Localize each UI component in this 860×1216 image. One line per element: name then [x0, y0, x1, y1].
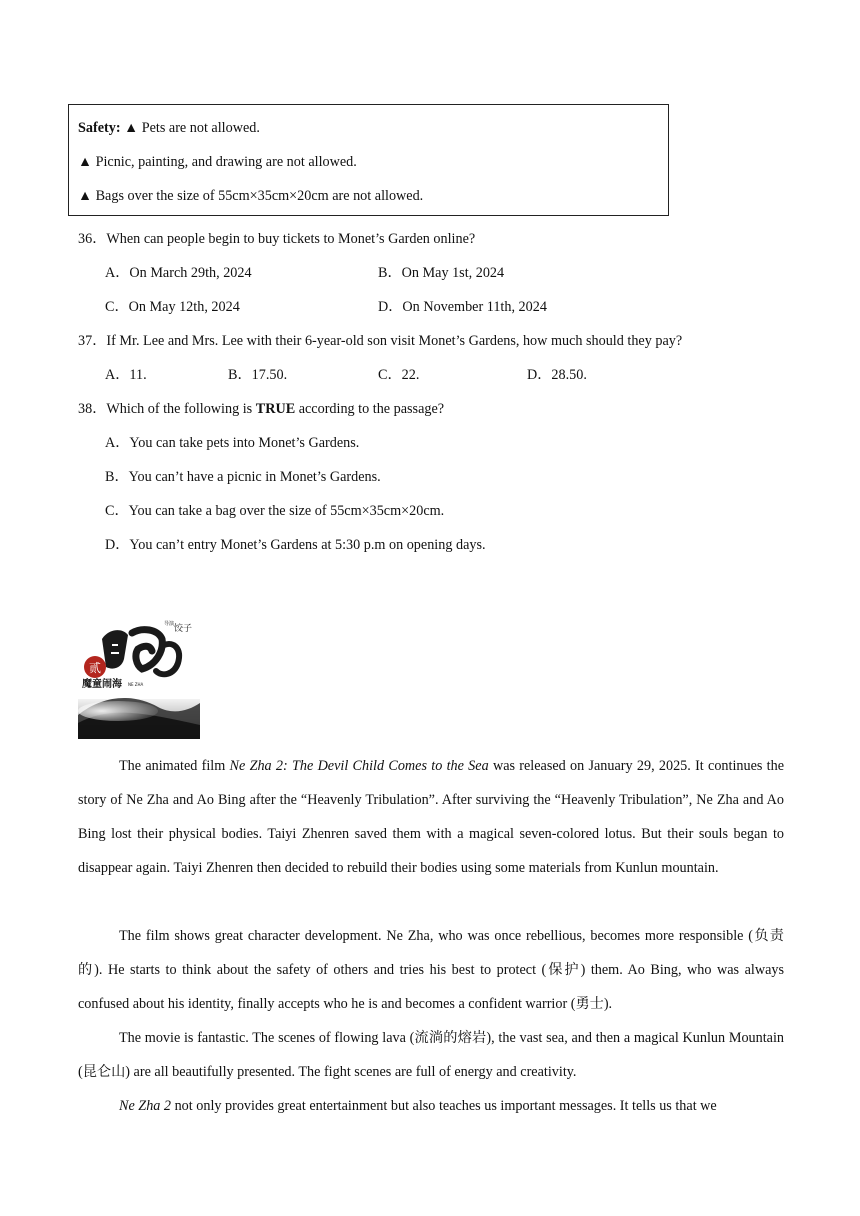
option-b: B．17.50.	[228, 367, 288, 383]
question-number: 38．	[78, 401, 107, 417]
logo-latin: NE ZHA	[128, 682, 144, 687]
logo-director-name: 饺子	[174, 624, 193, 634]
option-d: D．28.50.	[527, 367, 587, 383]
option-c: C．On May 12th, 2024	[105, 299, 240, 315]
safety-item: ▲ Bags over the size of 55cm×35cm×20cm are not allowed.	[78, 188, 424, 204]
option-d: D．On November 11th, 2024	[378, 299, 547, 315]
passage-paragraph-2	[78, 919, 784, 1021]
safety-label: Safety:	[78, 120, 121, 136]
passage-text: The movie is fantastic. The scenes of flowing lava (流淌的熔岩), the vast sea, and then a magical Kunlun Mountain (昆仑山) are all beautifully presented. The fight scenes are full of energy and creativity.	[78, 1030, 784, 1080]
film-title-short: Ne Zha 2	[119, 1098, 172, 1114]
option-a: A．On March 29th, 2024	[105, 265, 252, 281]
question-number: 36．	[78, 231, 107, 247]
option-b: B．On May 1st, 2024	[378, 265, 505, 281]
option-c: C．22.	[378, 367, 420, 383]
passage-text: The animated film	[119, 758, 230, 774]
film-title: Ne Zha 2: The Devil Child Comes to the Sea	[229, 758, 489, 774]
option-a: A．11.	[105, 367, 147, 383]
safety-item: ▲ Picnic, painting, and drawing are not allowed.	[78, 154, 357, 170]
option-c: C．You can take a bag over the size of 55cm×35cm×20cm.	[105, 503, 445, 519]
question-36	[78, 228, 475, 248]
logo-badge-text: 贰	[88, 661, 102, 675]
question-text: When can people begin to buy tickets to Monet’s Garden online?	[106, 231, 476, 247]
safety-line-1	[78, 120, 260, 137]
option-b: B．You can’t have a picnic in Monet’s Gardens.	[105, 469, 381, 485]
passage-text: not only provides great entertainment but also teaches us important messages. It tells us that we	[171, 1098, 717, 1114]
question-text: according to the passage?	[295, 401, 445, 417]
ne-zha-movie-logo	[78, 615, 200, 739]
question-38	[78, 398, 444, 418]
passage-text: The film shows great character development. Ne Zha, who was once rebellious, becomes more responsible (负责的). He starts to think about the safety of others and tries his best to protect (保护) them. Ao Bing, who was always confused about his identity, finally accepts who he is and becomes a confident warrior (勇士).	[78, 928, 784, 1012]
logo-subtitle: 魔童闹海	[82, 679, 122, 690]
passage-text: was released on January 29, 2025. It continues the story of Ne Zha and Ao Bing after the “Heavenly Tribulation”. After surviving the “Heavenly Tribulation”, Ne Zha and Ao Bing lost their physical bodies. Taiyi Zhenren saved them with a magical seven-colored lotus. But their souls began to disappear again. Taiyi Zhenren then decided to rebuild their bodies using some materials from Kunlun mountain.	[78, 758, 785, 876]
question-37	[78, 330, 682, 350]
question-emphasis: TRUE	[255, 401, 296, 417]
safety-item: ▲ Pets are not allowed.	[124, 120, 260, 136]
question-text: If Mr. Lee and Mrs. Lee with their 6-year-old son visit Monet’s Gardens, how much should they pay?	[106, 333, 683, 349]
passage-paragraph-1	[78, 749, 784, 885]
ne-zha-logo-image	[78, 615, 200, 739]
safety-notice-box	[68, 104, 669, 216]
question-text: Which of the following is	[106, 401, 256, 417]
passage-paragraph-3	[78, 1021, 784, 1089]
logo-director-label: 导演	[164, 621, 175, 627]
option-a: A．You can take pets into Monet’s Gardens.	[105, 435, 360, 451]
question-number: 37．	[78, 333, 107, 349]
option-d: D．You can’t entry Monet’s Gardens at 5:30 p.m on opening days.	[105, 537, 486, 553]
passage-paragraph-4	[78, 1089, 784, 1123]
